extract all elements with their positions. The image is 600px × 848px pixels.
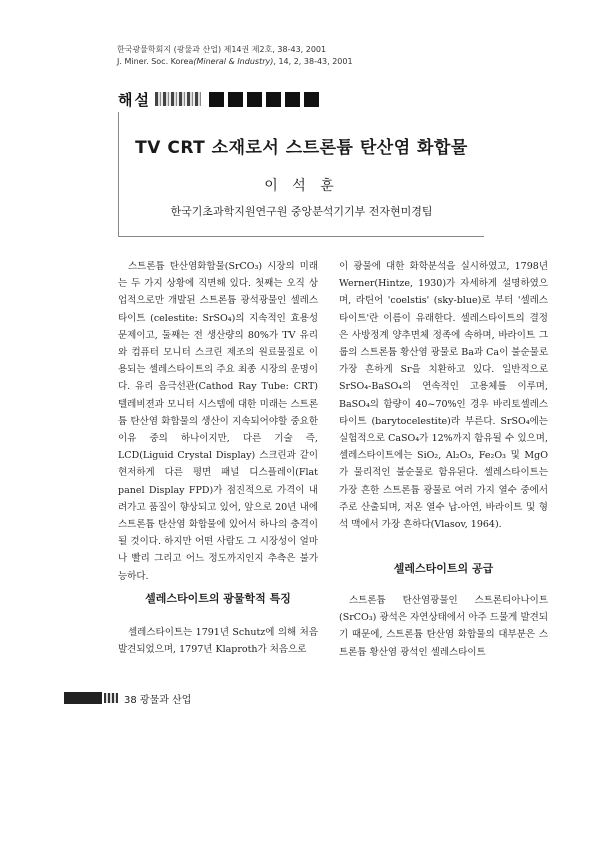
journal-header-korean: 한국광물학회지 (광물과 산업) 제14권 제2호, 38-43, 2001	[117, 45, 327, 54]
footer-block-decoration	[64, 692, 102, 704]
section-heading-mineralogy: 셀레스타이트의 광물학적 특징	[145, 592, 291, 605]
article-type-tag	[118, 90, 319, 108]
supply-paragraph: 스트론튬 탄산염광물인 스트론티아나이트(SrCO₃) 광석은 자연상태에서 아주 드물게 발견되기 때문에, 스트론튬 탄산염 화합물의 대부분은 스트론튬 황산염 광석인 셀레스타이트	[339, 595, 548, 658]
journal-header	[117, 44, 353, 68]
article-title: TV CRT 소재로서 스트론튬 탄산염 화합물	[135, 138, 468, 158]
footer-noise-decoration	[104, 693, 118, 703]
section-heading-supply: 셀레스타이트의 공급	[393, 562, 494, 575]
left-column	[118, 258, 318, 585]
title-box	[118, 112, 484, 237]
author-affiliation: 한국기초과학지원연구원 중앙분석기기부 전자현미경팀	[170, 205, 433, 218]
article-type-label: 해설	[118, 90, 151, 109]
tag-squares-decoration	[209, 92, 319, 107]
right-column-continued	[339, 592, 548, 661]
page-footer	[64, 691, 191, 705]
analysis-paragraph: 이 광물에 대한 화학분석을 실시하였고, 1798년 Werner(Hintze, 1930)가 자세하게 설명하였으며, 라틴어 'coelstis' (sky-blue)로 부터 '셀레스타이트'란 이름이 유래한다. 셀레스타이트의 결정은 사방정계 양추면체 정족에 속하며, 바라이트 그룹의 스트론튬 황산염 광물로 Ba과 Ca이 불순물로 가장 흔하게 Sr을 치환하고 있다. 일반적으로 SrSO₄-BaSO₄의 연속적인 고용체를 이루며, BaSO₄의 함량이 40~70%인 경우 바리토셀레스타이트 (barytocelestite)라 부른다. SrSO₄에는 실험적으로 CaSO₄가 12%까지 함유될 수 있으며, 셀레스타이트에는 SiO₂, Al₂O₃, Fe₂O₃ 및 MgO가 물리적인 불순물로 함유된다. 셀레스타이트는 가장 흔한 스트론튬 광물로 여러 가지 열수 중에서 주로 산출되며, 저온 열수 납-아연, 바라이트 및 형석 맥에서 가장 흔하다(Vlasov, 1964).	[339, 261, 548, 531]
right-column	[339, 258, 548, 533]
intro-paragraph: 스트론튬 탄산염화합물(SrCO₃) 시장의 미래는 두 가지 상황에 직면해 있다. 첫째는 오직 상업적으로만 개발된 스트론튬 광석광물인 셀레스타이트 (celestite: SrSO₄)의 지속적인 효용성 문제이고, 둘째는 전 생산량의 80%가 TV 유리와 컴퓨터 모니터 스크린 제조의 원료물질로 이용되는 셀레스타이트의 주요 최종 시장의 운명이다. 유리 음극선관(Cathod Ray Tube: CRT) 텔레비젼과 모니터 시스템에 대한 미래는 스트론튬 탄산염 화합물의 생산이 지속되어야할 중요한 이유 중의 하나이지만, 다른 기술 즉, LCD(Liguid Crystal Display) 스크린과 같이 현저하게 다른 평면 패널 디스플레이(Flat panel Display FPD)가 점진적으로 가격이 내려가고 품질이 향상되고 있어, 앞으로 20년 내에 스트론튬 탄산염 화합물에 있어서 하나의 충격이 될 것이다. 하지만 어떤 사람도 그 시장성이 얼마나 빨리 그리고 어느 정도까지인지 추측은 불가능하다.	[118, 261, 318, 582]
journal-header-english: J. Miner. Soc. Korea(Mineral & Industry), 14, 2, 38-43, 2001	[117, 57, 353, 66]
author-name: 이 석 훈	[264, 178, 339, 194]
footer-page-label: 38 광물과 산업	[124, 694, 192, 706]
mineralogy-paragraph: 셀레스타이트는 1791년 Schutz에 의해 처음 발견되었으며, 1797년 Klaproth가 처음으로	[118, 627, 318, 656]
tag-decoration	[155, 92, 201, 106]
left-column-continued	[118, 624, 318, 658]
